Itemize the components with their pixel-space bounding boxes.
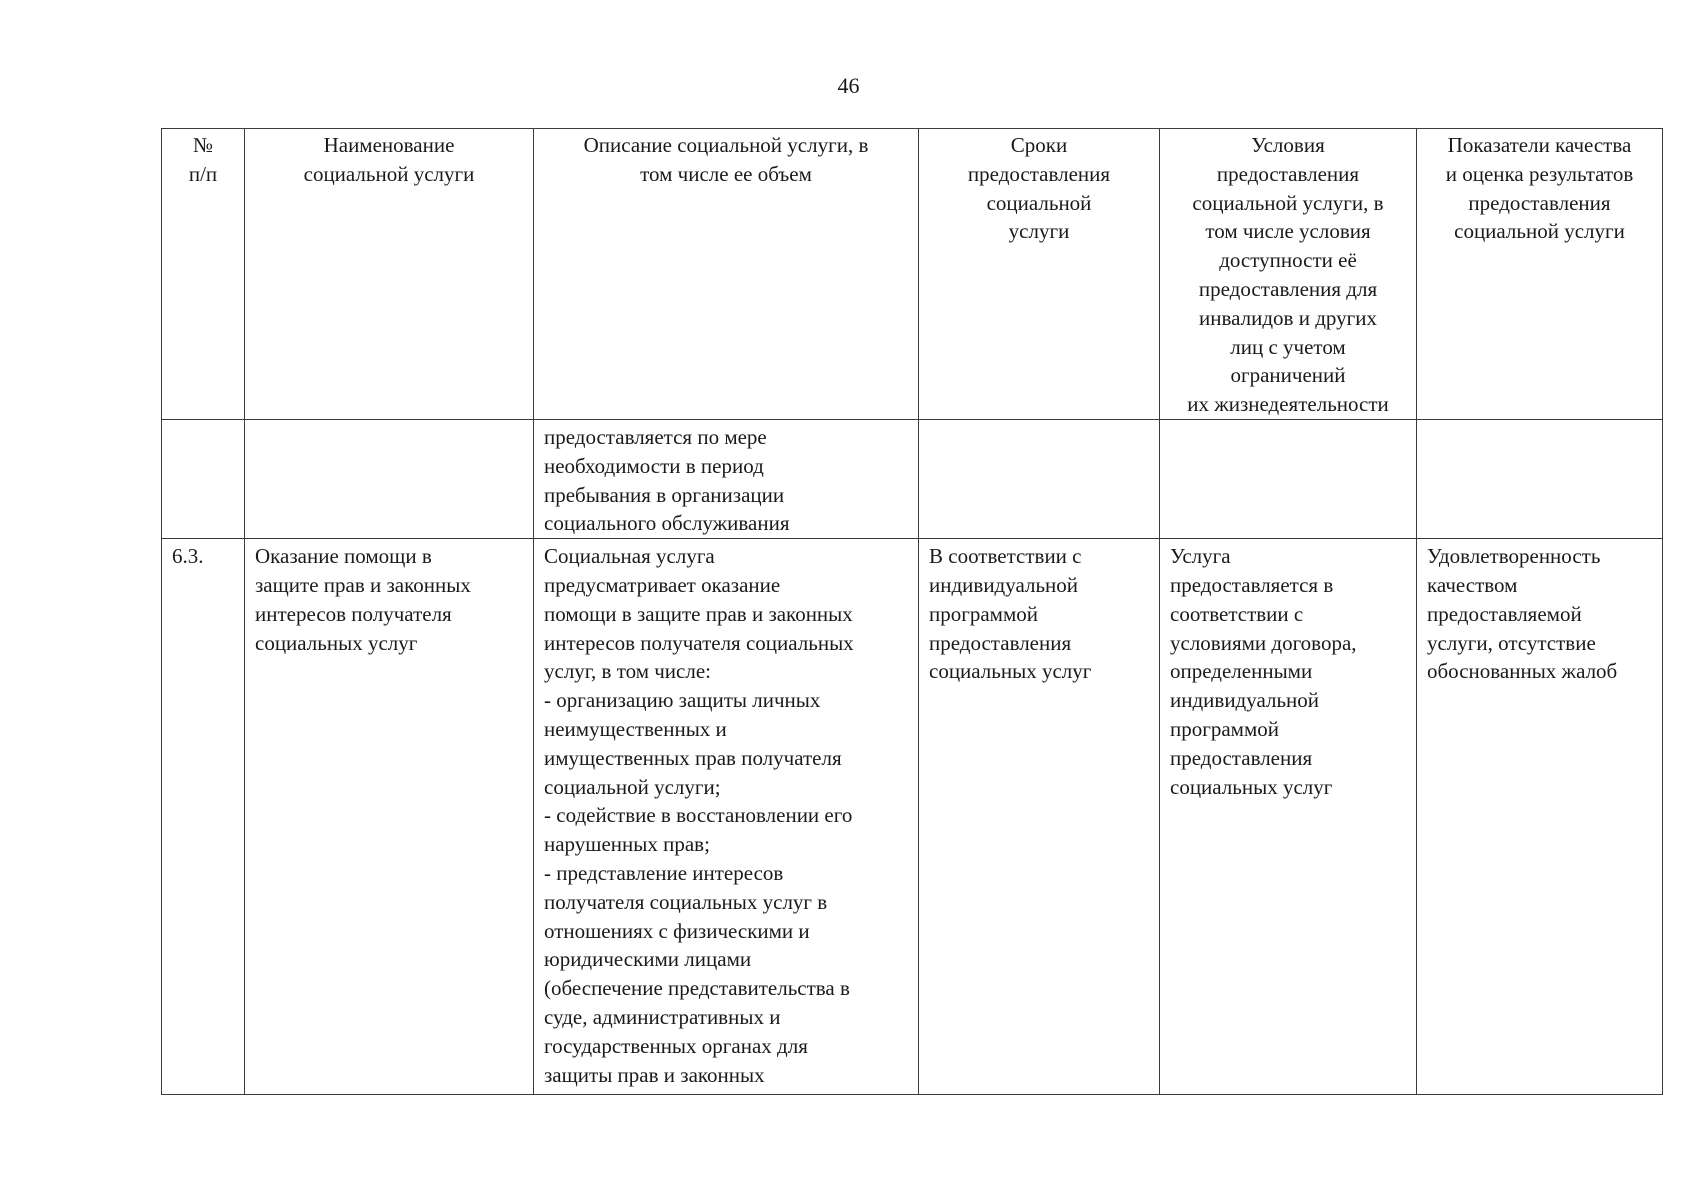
cell-text-line: имущественных прав получателя [544,745,842,770]
cell-text-line: предоставляется в [1170,572,1334,597]
cell-text-line: необходимости в период [544,453,764,478]
cell-description [534,419,919,538]
cell-text-line: предоставления [1170,745,1313,770]
cell-text-line: социального обслуживания [544,511,790,536]
cell-text-line: индивидуальной [1170,688,1319,713]
header-cell-conditions [1160,129,1417,420]
cell-text-line: интересов получателя [255,601,452,626]
header-line: социальной [986,190,1092,215]
cell-text-line: В соответствии с [929,544,1082,569]
cell-text-line: нарушенных прав; [544,832,710,857]
cell-description [534,539,919,1095]
cell-text-line: суде, административных и [544,1004,781,1029]
cell-conditions [1160,419,1417,538]
header-cell-terms [919,129,1160,420]
header-line: доступности её [1219,248,1357,273]
header-line: том числе ее объем [640,161,812,186]
header-line: лиц с учетом [1230,334,1346,359]
cell-text-line: социальных услуг [1170,774,1333,799]
cell-text-line: - содействие в восстановлении его [544,803,853,828]
cell-text-line: помощи в защите прав и законных [544,601,853,626]
cell-text-line: предоставляется по мере [544,424,767,449]
header-line: п/п [188,161,218,186]
cell-text-line: услуг, в том числе: [544,659,712,684]
header-line: и оценка результатов [1445,161,1634,186]
cell-text-line: индивидуальной [929,572,1078,597]
cell-text-line: социальных услуг [929,659,1092,684]
cell-text-line: предусматривает оказание [544,572,781,597]
page-number: 46 [837,73,860,98]
header-line: том числе условия [1205,219,1371,244]
cell-conditions [1160,539,1417,1095]
header-line: Наименование [323,133,455,157]
header-cell-number [162,129,245,420]
cell-text-line: социальной услуги; [544,774,721,799]
header-line: предоставления [1468,190,1611,215]
header-cell-name [245,129,534,420]
cell-text-line: - представление интересов [544,860,784,885]
header-line: Сроки [1010,133,1068,157]
cell-terms [919,539,1160,1095]
header-line: Условия [1251,133,1325,157]
table-row-continuation [162,419,1663,538]
cell-text-line: программой [1170,716,1279,741]
cell-name [245,539,534,1095]
header-line: № [192,133,214,157]
cell-text-line: получателя социальных услуг в [544,889,828,914]
header-line: предоставления [1216,161,1360,186]
cell-text-line: предоставления [929,630,1072,655]
cell-quality [1417,419,1663,538]
cell-quality [1417,539,1663,1095]
cell-text-line: социальных услуг [255,630,418,655]
cell-text-line: Удовлетворенность [1427,544,1601,569]
cell-text-line: качеством [1427,572,1518,597]
cell-text-line: программой [929,601,1038,626]
cell-text-line: пребывания в организации [544,482,785,507]
cell-text-line: Социальная услуга [544,544,715,569]
cell-text-line: защиты прав и законных [544,1062,765,1087]
cell-text-line: - организацию защиты личных [544,688,821,713]
header-line: Показатели качества [1447,133,1632,157]
cell-text-line: услуги, отсутствие [1427,630,1596,655]
cell-text-line: юридическими лицами [544,947,752,972]
social-services-table [161,128,1663,1095]
header-line: ограничений [1230,363,1346,388]
cell-terms [919,419,1160,538]
cell-text-line: неимущественных и [544,716,727,741]
header-line: предоставления для [1198,276,1378,301]
cell-name [245,419,534,538]
header-line: Описание социальной услуги, в [583,133,869,157]
cell-text-line: соответствии с [1170,601,1304,626]
header-line: инвалидов и других [1199,305,1377,330]
header-line: социальной услуги, в [1192,190,1384,215]
header-line: социальной услуги [303,161,475,186]
header-cell-quality [1417,129,1663,420]
cell-text-line: предоставляемой [1427,601,1582,626]
cell-text-line: обоснованных жалоб [1427,659,1618,684]
table-row-6-3 [162,539,1663,1095]
cell-text-line: условиями договора, [1170,630,1357,655]
header-line: социальной услуги [1454,219,1625,244]
cell-text-line: защите прав и законных [255,572,471,597]
cell-text-line: Услуга [1170,544,1231,569]
header-cell-description [534,129,919,420]
cell-text-line: отношениях с физическими и [544,918,810,943]
cell-text-line: (обеспечение представительства в [544,976,850,1001]
cell-text-line: определенными [1170,659,1313,684]
table-header-row [162,129,1663,420]
cell-text-line: интересов получателя социальных [544,630,854,655]
cell-number [162,419,245,538]
header-line: предоставления [967,161,1111,186]
cell-text-line: Оказание помощи в [255,544,432,569]
cell-number: 6.3. [162,539,245,1095]
header-line: услуги [1008,219,1070,244]
header-line: их жизнедеятельности [1187,392,1389,417]
cell-text-line: государственных органах для [544,1033,808,1058]
